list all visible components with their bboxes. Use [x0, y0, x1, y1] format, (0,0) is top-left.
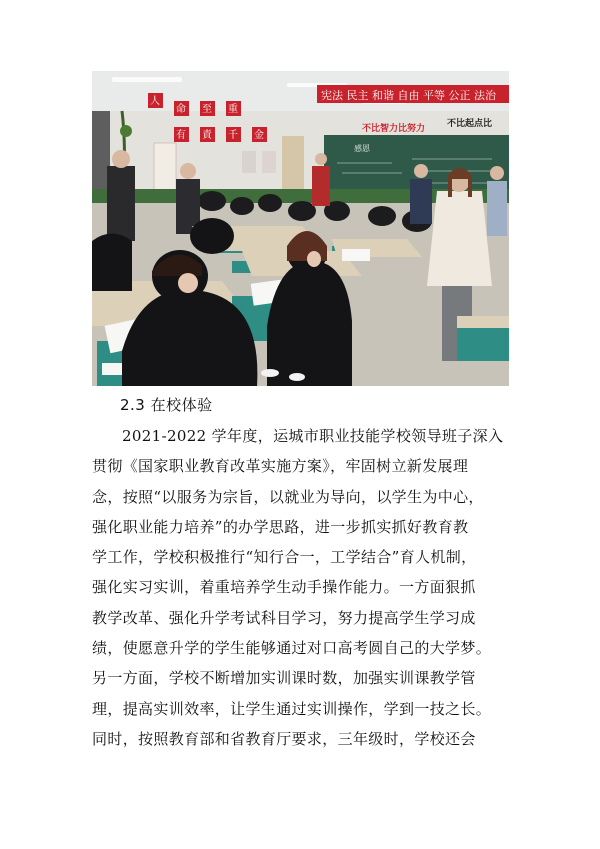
- svg-text:命: 命: [176, 104, 186, 115]
- classroom-exam-photo: [92, 71, 509, 386]
- board-title: 感恩: [354, 144, 370, 153]
- body-line: 2021-2022 学年度，运城市职业技能学校领导班子深入: [122, 427, 504, 445]
- section-heading: 2.3 在校体验: [120, 396, 213, 414]
- svg-text:責: 責: [202, 130, 212, 141]
- svg-text:人: 人: [150, 96, 160, 107]
- svg-text:重: 重: [228, 104, 238, 115]
- section-body: [92, 421, 510, 754]
- body-line: 理，提高实训效率，让学生通过实训操作，学到一技之长。: [92, 699, 492, 718]
- banner-text: 宪法 民主 和谐 自由 平等 公正 法治: [321, 89, 496, 102]
- body-line: 念，按照“以服务为宗旨，以就业为导向，以学生为中心，: [92, 487, 484, 506]
- svg-text:至: 至: [202, 104, 212, 115]
- body-line: 教学改革、强化升学考试科目学习，努力提高学生学习成: [92, 608, 476, 627]
- classroom-scene: [92, 71, 509, 386]
- slogan-left: 不比智力比努力: [362, 124, 426, 134]
- body-line: 强化职业能力培养”的办学思路，进一步抓实抓好教育教: [92, 517, 469, 536]
- body-line: 强化实习实训，着重培养学生动手操作能力。一方面狠抓: [92, 578, 476, 597]
- body-line: 另一方面，学校不断增加实训课时数，加强实训课教学管: [92, 669, 476, 688]
- body-line: 绩，使愿意升学的学生能够通过对口高考圆自己的大学梦。: [92, 639, 492, 658]
- svg-text:千: 千: [228, 130, 238, 141]
- body-line: 同时，按照教育部和省教育厅要求，三年级时，学校还会: [92, 729, 476, 748]
- svg-text:金: 金: [254, 130, 264, 141]
- svg-text:有: 有: [176, 130, 186, 141]
- body-line: 学工作，学校积极推行“知行合一，工学结合”育人机制，: [92, 548, 477, 567]
- slogan-right: 不比起点比: [447, 119, 493, 129]
- body-line: 贯彻《国家职业教育改革实施方案》，牢固树立新发展理: [92, 457, 469, 476]
